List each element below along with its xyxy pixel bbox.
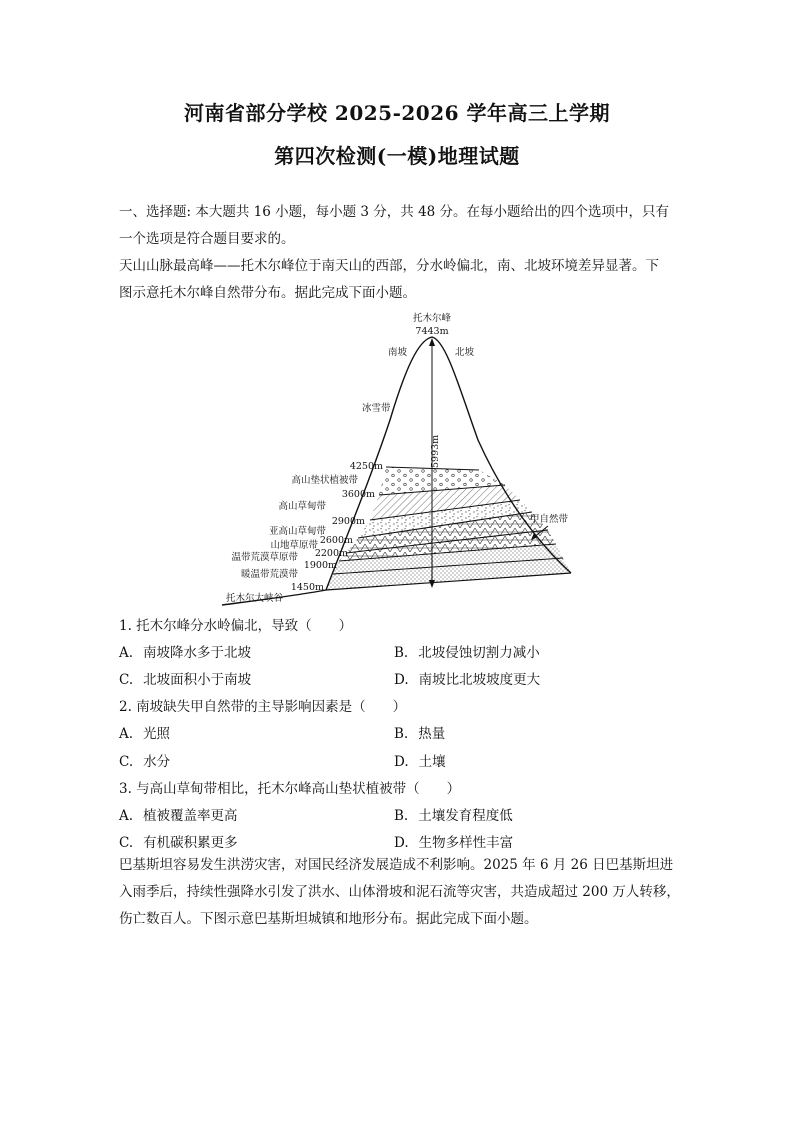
q3-option-b[interactable] [394, 804, 513, 824]
exam-title-line-1: 河南省部分学校 2025-2026 学年高三上学期 [183, 101, 611, 125]
option-text: 土壤发育程度低 [418, 808, 513, 824]
option-label: A. [119, 726, 134, 742]
option-text: 南坡降水多于北坡 [143, 645, 252, 661]
option-label: B. [394, 726, 409, 742]
option-text: 光照 [143, 726, 171, 742]
intro-line: 天山山脉最高峰——托木尔峰位于南天山的西部，分水岭偏北，南、北坡环境差异显著。下 [119, 258, 659, 274]
option-label: D. [394, 672, 409, 688]
option-text: 水分 [143, 754, 171, 770]
elev-1900: 1900m [303, 560, 337, 571]
question-1-stem: 1. 托木尔峰分水岭偏北，导致（ ） [119, 618, 353, 634]
q1-option-a[interactable] [119, 641, 251, 661]
section-line: 一、选择题: 本大题共 16 小题，每小题 3 分，共 48 分。在每小题给出的四个选项中，只有 [119, 204, 670, 220]
tomur-peak-zone-diagram [210, 308, 590, 608]
zone-label-warm-desert: 暖温带荒漠带 [240, 569, 298, 580]
option-label: C. [119, 835, 134, 851]
zone-label-alpine-meadow: 高山草甸带 [278, 501, 326, 512]
elev-2200: 2200m [314, 548, 348, 559]
intro-line: 巴基斯坦容易发生洪涝灾害，对国民经济发展造成不利影响。2025 年 6 月 26 日巴基斯坦进 [119, 857, 674, 873]
section-instructions [119, 199, 679, 307]
south-slope-label: 南坡 [388, 347, 408, 358]
option-label: D. [394, 754, 409, 770]
option-label: B. [394, 645, 409, 661]
exam-title-line-2: 第四次检测(一模)地理试题 [274, 144, 520, 168]
option-text: 北坡侵蚀切割力减小 [418, 645, 540, 661]
q1-option-c[interactable] [119, 668, 251, 688]
q3-option-c[interactable] [119, 831, 238, 851]
option-label: A. [119, 645, 134, 661]
canyon-label: 托木尔大峡谷 [226, 593, 284, 604]
intro-line: 图示意托木尔峰自然带分布。据此完成下面小题。 [119, 285, 416, 301]
north-slope-label: 北坡 [455, 347, 475, 358]
option-text: 土壤 [418, 754, 446, 770]
peak-name: 托木尔峰 [412, 313, 452, 324]
elev-1450: 1450m [290, 582, 324, 593]
option-label: B. [394, 808, 409, 824]
option-text: 热量 [418, 726, 446, 742]
glacier-zone-label: 冰雪带 [362, 403, 391, 414]
peak-elevation: 7443m [415, 326, 449, 337]
q1-option-d[interactable] [394, 668, 540, 688]
height-difference-label: 5993m [430, 434, 441, 468]
option-label: D. [394, 835, 409, 851]
q3-option-d[interactable] [394, 831, 513, 851]
option-text: 北坡面积小于南坡 [143, 672, 252, 688]
option-label: C. [119, 672, 134, 688]
zone-label-mountain-steppe: 山地草原带 [270, 540, 318, 551]
elev-4250: 4250m [349, 461, 383, 472]
zone-label-subalpine-meadow: 亚高山草甸带 [268, 526, 326, 537]
arrow-head-bottom [429, 580, 435, 588]
intro-pakistan [119, 852, 679, 933]
q1-option-b[interactable] [394, 641, 540, 661]
question-2-stem: 2. 南坡缺失甲自然带的主导影响因素是（ ） [119, 699, 407, 715]
elev-3600: 3600m [341, 489, 375, 500]
q2-option-b[interactable] [394, 722, 445, 742]
option-label: C. [119, 754, 134, 770]
intro-line: 伤亡数百人。下图示意巴基斯坦城镇和地形分布。据此完成下面小题。 [119, 911, 538, 927]
option-text: 有机碳积累更多 [143, 835, 238, 851]
zone-jia-label: 甲自然带 [530, 514, 569, 525]
q2-option-a[interactable] [119, 722, 170, 742]
arrow-head-top [429, 338, 435, 346]
option-text: 植被覆盖率更高 [143, 808, 238, 824]
zone-label-desert-steppe: 温带荒漠草原带 [231, 552, 298, 563]
q3-option-a[interactable] [119, 804, 238, 824]
option-text: 南坡比北坡坡度更大 [418, 672, 541, 688]
elev-2900: 2900m [331, 516, 365, 527]
option-text: 生物多样性丰富 [418, 835, 514, 851]
intro-line: 入雨季后，持续性强降水引发了洪水、山体滑坡和泥石流等灾害，共造成超过 200 万人转移， [119, 884, 680, 900]
elev-2600: 2600m [319, 535, 353, 546]
q2-option-c[interactable] [119, 750, 170, 770]
zone-label-alpine-cushion: 高山垫状植被带 [291, 475, 358, 486]
option-label: A. [119, 808, 134, 824]
section-line: 一个选项是符合题目要求的。 [119, 231, 295, 247]
q2-option-d[interactable] [394, 750, 446, 770]
question-3-stem: 3. 与高山草甸带相比，托木尔峰高山垫状植被带（ ） [119, 781, 461, 797]
